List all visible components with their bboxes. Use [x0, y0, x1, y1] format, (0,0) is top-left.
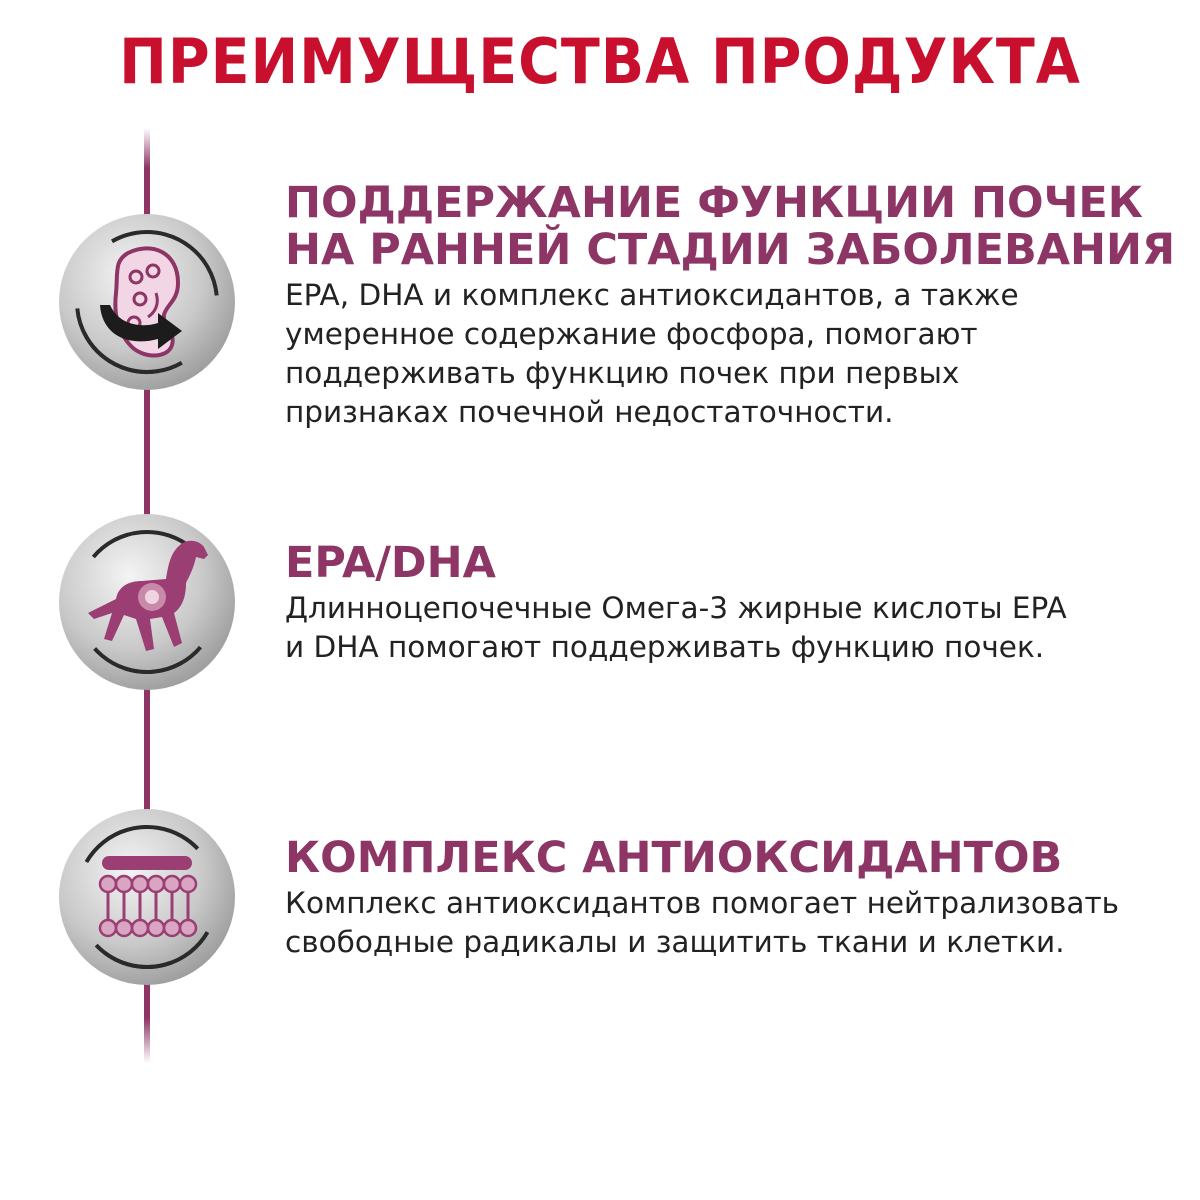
benefit-title — [285, 835, 1175, 882]
benefit-description — [285, 276, 1175, 432]
benefit-description — [285, 884, 1175, 962]
text-line: умеренное содержание фосфора, помогают — [285, 317, 978, 351]
text-line: Комплекс антиоксидантов помогает нейтрализовать — [285, 886, 1120, 920]
kidney-icon — [58, 213, 236, 391]
benefit-item-epa-dha — [285, 540, 1175, 667]
cell-membrane-icon — [58, 808, 236, 986]
benefit-item-kidney — [285, 180, 1175, 432]
title-line: ПОДДЕРЖАНИЕ ФУНКЦИИ ПОЧЕК — [285, 178, 1143, 228]
benefit-description — [285, 589, 1175, 667]
benefit-title — [285, 540, 1175, 587]
title-line: НА РАННЕЙ СТАДИИ ЗАБОЛЕВАНИЯ — [285, 225, 1176, 275]
page-title: ПРЕИМУЩЕСТВА ПРОДУКТА — [119, 25, 1081, 98]
text-line: и DHA помогают поддерживать функцию почек. — [285, 630, 1045, 664]
text-line: поддерживать функцию почек при первых — [285, 356, 960, 390]
benefit-item-antioxidants — [285, 835, 1175, 962]
text-line: свободные радикалы и защитить ткани и клетки. — [285, 925, 1065, 959]
text-line: признаках почечной недостаточности. — [285, 395, 894, 429]
text-line: EPA, DHA и комплекс антиоксидантов, а также — [285, 278, 1019, 312]
title-line: EPA/DHA — [285, 538, 496, 588]
benefit-title — [285, 180, 1175, 274]
title-line: КОМПЛЕКС АНТИОКСИДАНТОВ — [285, 833, 1063, 883]
dog-icon — [58, 513, 236, 691]
text-line: Длинноцепочечные Омега-3 жирные кислоты EPA — [285, 591, 1067, 625]
